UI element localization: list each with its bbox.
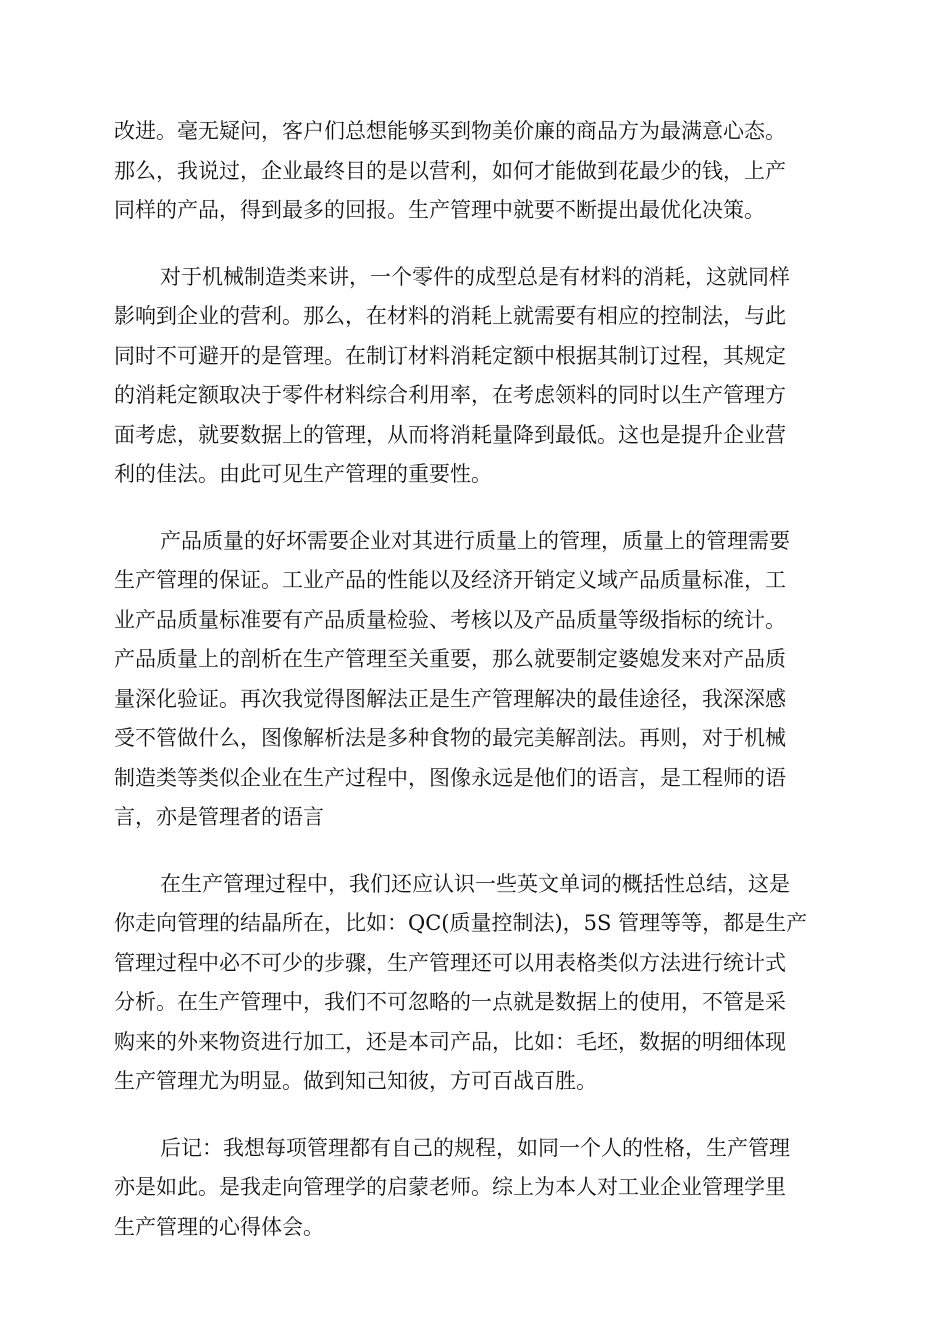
text-line: 对于机械制造类来讲，一个零件的成型总是有材料的消耗，这就同样: [160, 264, 790, 289]
text-line: 言，亦是管理者的语言: [114, 805, 324, 829]
text-line: 影响到企业的营利。那么，在材料的消耗上就需要有相应的控制法，与此: [114, 304, 786, 328]
text-line: 的消耗定额取决于零件材料综合利用率，在考虑领料的同时以生产管理方: [114, 383, 786, 407]
text-line: 生产管理的心得体会。: [114, 1214, 324, 1239]
text-line: 业产品质量标准要有产品质量检验、考核以及产品质量等级指标的统计。: [114, 607, 786, 632]
text-line: 分析。在生产管理中，我们不可忽略的一点就是数据上的使用，不管是采: [114, 990, 786, 1014]
paragraph-4: [114, 865, 834, 1102]
text-line: 生产管理的保证。工业产品的性能以及经济开销定义域产品质量标准，工: [114, 568, 786, 592]
text-line: 在生产管理过程中，我们还应认识一些英文单词的概括性总结，这是: [160, 871, 790, 896]
text-line: 同样的产品，得到最多的回报。生产管理中就要不断提出最优化决策。: [114, 198, 765, 222]
text-line: 同时不可避开的是管理。在制订材料消耗定额中根据其制订过程，其规定: [114, 343, 786, 368]
text-line: 产品质量的好坏需要企业对其进行质量上的管理，质量上的管理需要: [160, 528, 790, 553]
paragraph-2: [114, 258, 834, 495]
text-line: 购来的外来物资进行加工，还是本司产品，比如：毛坯，数据的明细体现: [114, 1029, 786, 1054]
text-line: 制造类等类似企业在生产过程中，图像永远是他们的语言，是工程师的语: [114, 765, 786, 790]
text-line: 改进。毫无疑问，客户们总想能够买到物美价廉的商品方为最满意心态。: [114, 119, 786, 143]
paragraph-1: [114, 112, 834, 231]
paragraph-3: [114, 522, 834, 838]
text-line: 面考虑，就要数据上的管理，从而将消耗量降到最低。这也是提升企业营: [114, 422, 786, 447]
text-line: 量深化验证。再次我觉得图解法正是生产管理解决的最佳途径，我深深感: [114, 686, 786, 711]
text-line: 产品质量上的剖析在生产管理至关重要，那么就要制定婆媳发来对产品质: [114, 647, 786, 671]
text-line: 亦是如此。是我走向管理学的启蒙老师。综上为本人对工业企业管理学里: [114, 1175, 786, 1199]
text-line: 受不管做什么，图像解析法是多种食物的最完美解剖法。再则，对于机械: [114, 726, 786, 750]
text-line: 那么，我说过，企业最终目的是以营利，如何才能做到花最少的钱，上产: [114, 158, 786, 183]
text-line: 管理过程中必不可少的步骤，生产管理还可以用表格类似方法进行统计式: [114, 950, 786, 975]
text-line: 后记：我想每项管理都有自己的规程，如同一个人的性格，生产管理: [160, 1135, 790, 1160]
document-body: [114, 112, 834, 1274]
text-line: 生产管理尤为明显。做到知己知彼，方可百战百胜。: [114, 1069, 597, 1093]
text-line: 利的佳法。由此可见生产管理的重要性。: [114, 462, 492, 486]
text-line: 你走向管理的结晶所在，比如：QC(质量控制法)，5S 管理等等，都是生产: [114, 911, 808, 935]
paragraph-5: [114, 1129, 834, 1248]
